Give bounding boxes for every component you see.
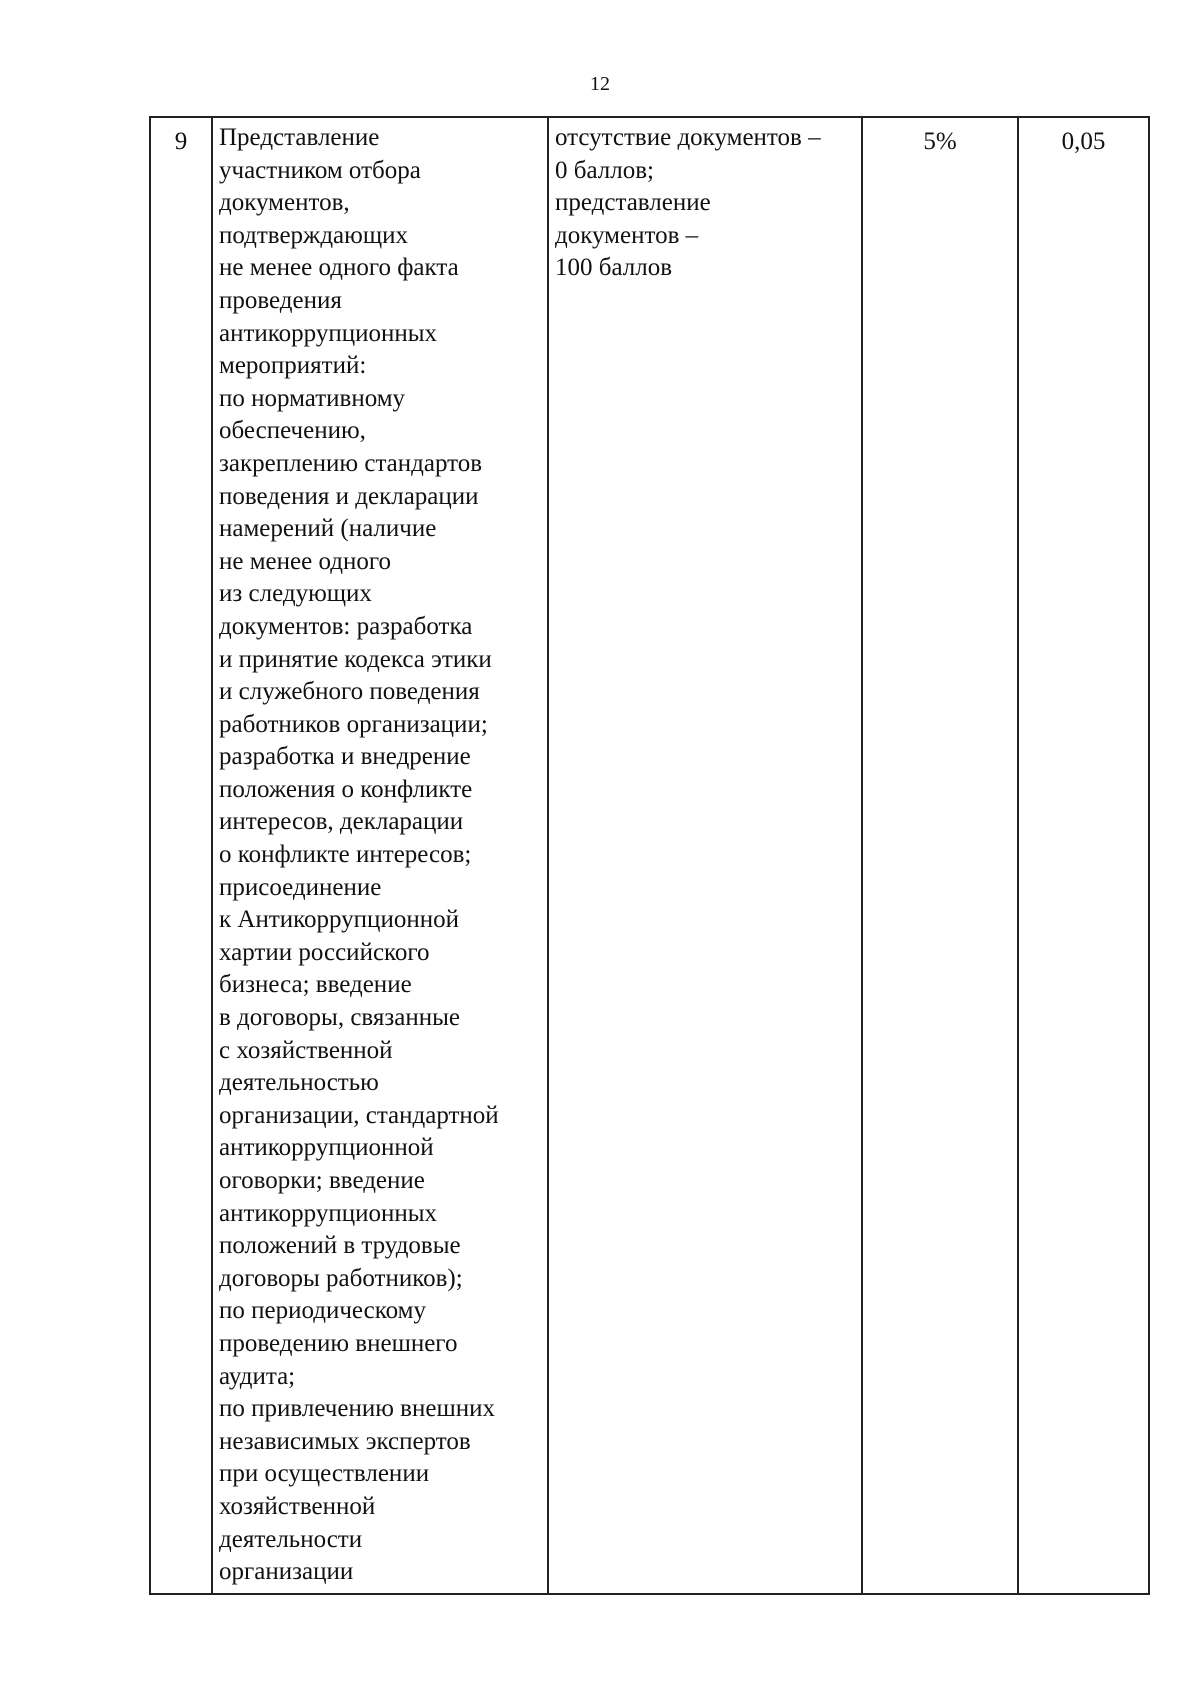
- criterion-text-line: закреплению стандартов: [219, 449, 483, 477]
- coefficient-value: 0,05: [1061, 128, 1106, 155]
- coefficient-cell: [1018, 117, 1149, 1594]
- criterion-text-line: мероприятий:: [219, 352, 367, 380]
- criterion-text-line: присоединение: [219, 873, 382, 901]
- criterion-text-line: документов,: [219, 189, 350, 217]
- criterion-text-line: в договоры, связанные: [219, 1004, 461, 1032]
- criterion-text-line: деятельностью: [219, 1069, 379, 1097]
- criterion-text-line: обеспечению,: [219, 417, 366, 445]
- criterion-text-line: разработка и внедрение: [219, 743, 471, 771]
- criterion-text-line: организации, стандартной: [219, 1101, 499, 1129]
- criterion-text-line: независимых экспертов: [219, 1427, 471, 1455]
- criteria-table: [149, 116, 1150, 1595]
- criterion-text-line: не менее одного факта: [219, 254, 459, 282]
- criterion-text-line: работников организации;: [219, 710, 488, 738]
- criterion-text-line: подтверждающих: [219, 221, 408, 249]
- criterion-text-line: участником отбора: [219, 156, 421, 184]
- criterion-text-line: не менее одного: [219, 547, 391, 575]
- criterion-text-line: намерений (наличие: [219, 515, 437, 543]
- criterion-text-line: договоры работников);: [219, 1264, 463, 1292]
- criterion-text-line: по периодическому: [219, 1297, 426, 1325]
- score-text-line: отсутствие документов –: [555, 124, 821, 151]
- criterion-text-line: проведению внешнего: [219, 1329, 458, 1357]
- criterion-text-line: по привлечению внешних: [219, 1395, 495, 1423]
- criterion-text-line: проведения: [219, 286, 342, 314]
- row-number: 9: [174, 128, 188, 155]
- criterion-text-line: антикоррупционной: [219, 1134, 434, 1162]
- criterion-text-line: аудита;: [219, 1362, 296, 1390]
- score-text-line: 0 баллов;: [555, 156, 654, 184]
- criterion-text-line: к Антикоррупционной: [219, 906, 459, 934]
- criterion-text-line: антикоррупционных: [219, 319, 438, 347]
- page-number: 12: [590, 73, 610, 95]
- criterion-text-line: оговорки; введение: [219, 1167, 425, 1194]
- criterion-text-line: документов: разработка: [219, 612, 473, 640]
- criterion-text-line: антикоррупционных: [219, 1199, 438, 1227]
- criterion-text-line: из следующих: [219, 580, 372, 608]
- criterion-text-line: при осуществлении: [219, 1460, 430, 1488]
- criterion-text-line: и принятие кодекса этики: [219, 645, 492, 673]
- criterion-text-line: интересов, декларации: [219, 808, 464, 836]
- criterion-text-line: о конфликте интересов;: [219, 841, 472, 869]
- criterion-text-line: бизнеса; введение: [219, 971, 412, 999]
- criterion-text-line: положений в трудовые: [219, 1232, 461, 1260]
- row-number-cell: [150, 117, 212, 1594]
- criterion-text-line: поведения и декларации: [219, 482, 479, 510]
- criterion-text-line: и служебного поведения: [219, 678, 480, 706]
- criterion-text-line: Представление: [219, 124, 380, 151]
- criterion-text-line: деятельности: [219, 1525, 363, 1553]
- criterion-text-line: по нормативному: [219, 384, 406, 412]
- score-description-cell: [548, 117, 862, 1594]
- criterion-text-line: положения о конфликте: [219, 775, 473, 803]
- table-row: [150, 117, 1149, 1594]
- weight-value: 5%: [923, 128, 957, 155]
- score-text-line: 100 баллов: [555, 254, 673, 282]
- weight-cell: [862, 117, 1018, 1594]
- criterion-text-line: с хозяйственной: [219, 1036, 393, 1064]
- score-text-line: документов –: [555, 221, 699, 249]
- criterion-cell: [212, 117, 548, 1594]
- criterion-text-line: хартии российского: [219, 938, 430, 966]
- criterion-text-line: организации: [219, 1558, 354, 1586]
- score-text-line: представление: [555, 189, 711, 217]
- criterion-text-line: хозяйственной: [219, 1492, 376, 1520]
